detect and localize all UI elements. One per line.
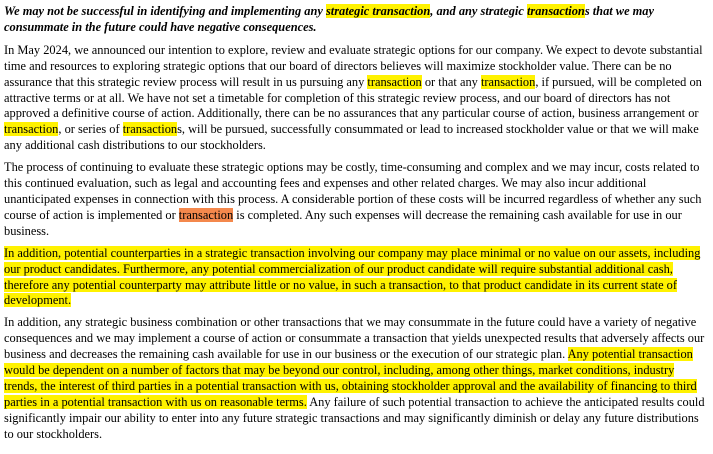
search-highlight: transaction [480, 74, 536, 89]
heading-text: We may not be successful in identifying and implementing any [4, 4, 326, 18]
search-highlight: transaction [526, 4, 585, 18]
paragraph-negative-consequences [4, 315, 709, 442]
paragraph-text: , if pursued, will be completed on attractive terms or at all. We have not set a timetable for completion of this strategic review process, and our board of directors has not approved a definitive course of action. Additionally, there can be no assurances that any particular course of action, business arrangement or [4, 74, 702, 121]
highlighted-passage: Any potential transaction would be dependent on a number of factors that may be beyond our control, including, among other things, market conditions, industry trends, the interest of third parties in a potential transaction with us, obtaining stockholder approval and the availability of financing to third parties in a potential transaction with us on reasonable terms. [4, 347, 697, 409]
paragraph-text: is completed. Any such expenses will decrease the remaining cash available for use in our business. [4, 207, 682, 238]
paragraph-text: Any failure of such potential transaction to achieve the anticipated results could significantly impair our ability to enter into any future strategic transactions and may significantly diminish or delay any future distributions to our stockholders. [4, 394, 705, 441]
paragraph-counterparties [4, 246, 709, 310]
search-highlight: transaction [122, 122, 178, 137]
paragraph-strategic-review [4, 43, 709, 154]
search-highlight: transaction [4, 122, 59, 137]
paragraph-text: In May 2024, we announced our intention to explore, review and evaluate strategic options for our company. We expect to devote substantial time and resources to exploring strategic options that our board of directors believes will maximize stockholder value. There can be no assurance that this strategic review process will result in us pursuing any [4, 42, 703, 89]
current-search-match: transaction [178, 207, 234, 222]
paragraph-costs [4, 160, 709, 240]
paragraph-text: , or series of [58, 122, 123, 137]
search-highlight: transaction [367, 74, 422, 89]
paragraph-text: or that any [421, 74, 481, 89]
highlighted-passage: In addition, potential counterparties in a strategic transaction involving our company may place minimal or no value on our assets, including our product candidates. Furthermore, any potential commercialization of our product candidate will require substantial additional cash, therefore any potential counterparty may attribute little or no value, in such a transaction, to that product candidate in its current state of development. [4, 245, 701, 308]
heading-text: s that we may consummate in the future could have negative consequences. [4, 4, 654, 34]
risk-factor-heading [4, 4, 709, 36]
paragraph-text: s, will be pursued, successfully consummated or lead to increased stockholder value or that we will make any additional cash distributions to our stockholders. [4, 122, 699, 153]
heading-text: , and any strategic [430, 4, 527, 18]
search-highlight: strategic transaction [325, 4, 431, 18]
paragraph-text: In addition, any strategic business combination or other transactions that we may consummate in the future could have a variety of negative consequences and we may implement a course of action or consummate a transaction that yields unexpected results that adversely affects our business and decreases the remaining cash available for use in our business or the execution of our strategic plan. [4, 315, 705, 362]
paragraph-text: The process of continuing to evaluate these strategic options may be costly, time-consuming and complex and we may incur, costs related to this continued evaluation, such as legal and accounting fees and expenses and other related charges. We may also incur additional unanticipated expenses in connection with this process. A considerable portion of these costs will be incurred regardless of whether any such course of action is implemented or [4, 160, 702, 222]
